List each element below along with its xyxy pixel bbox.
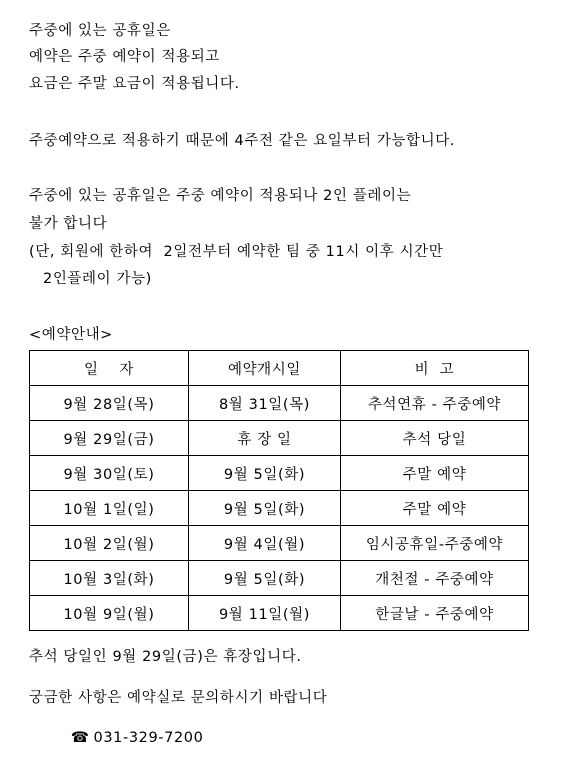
reservation-schedule-table bbox=[29, 350, 529, 631]
cell-date: 9월 28일(목) bbox=[30, 386, 189, 421]
cell-date: 9월 29일(금) bbox=[30, 421, 189, 456]
closure-note: 추석 당일인 9월 29일(금)은 휴장입니다. bbox=[29, 649, 302, 665]
intro-line-2: 예약은 주중 예약이 적용되고 bbox=[29, 49, 220, 65]
intro-line-3: 요금은 주말 요금이 적용됩니다. bbox=[29, 76, 240, 92]
intro-line-1: 주중에 있는 공휴일은 bbox=[29, 23, 171, 39]
table-row bbox=[30, 596, 529, 631]
cell-remarks: 추석 당일 bbox=[341, 421, 529, 456]
table-row bbox=[30, 491, 529, 526]
intro-line-8: 2인플레이 가능) bbox=[43, 271, 152, 287]
cell-open-date: 9월 11일(월) bbox=[189, 596, 341, 631]
cell-open-date: 8월 31일(목) bbox=[189, 386, 341, 421]
cell-date: 10월 1일(일) bbox=[30, 491, 189, 526]
header-open-date: 예약개시일 bbox=[189, 351, 341, 386]
cell-remarks: 한글날 - 주중예약 bbox=[341, 596, 529, 631]
cell-open-date: 9월 4일(월) bbox=[189, 526, 341, 561]
header-date: 일 자 bbox=[30, 351, 189, 386]
table-row bbox=[30, 386, 529, 421]
cell-open-date: 휴 장 일 bbox=[189, 421, 341, 456]
table-row bbox=[30, 456, 529, 491]
table-row bbox=[30, 561, 529, 596]
cell-remarks: 추석연휴 - 주중예약 bbox=[341, 386, 529, 421]
intro-line-7: (단, 회원에 한하여 2일전부터 예약한 팀 중 11시 이후 시간만 bbox=[29, 244, 444, 260]
cell-date: 10월 3일(화) bbox=[30, 561, 189, 596]
table-row bbox=[30, 526, 529, 561]
cell-remarks: 주말 예약 bbox=[341, 456, 529, 491]
intro-line-6: 불가 합니다 bbox=[29, 216, 108, 232]
intro-line-5: 주중에 있는 공휴일은 주중 예약이 적용되나 2인 플레이는 bbox=[29, 188, 412, 204]
cell-open-date: 9월 5일(화) bbox=[189, 561, 341, 596]
cell-date: 10월 2일(월) bbox=[30, 526, 189, 561]
cell-remarks: 개천절 - 주중예약 bbox=[341, 561, 529, 596]
table-row bbox=[30, 421, 529, 456]
cell-date: 10월 9일(월) bbox=[30, 596, 189, 631]
intro-line-4: 주중예약으로 적용하기 때문에 4주전 같은 요일부터 가능합니다. bbox=[29, 133, 456, 149]
cell-date: 9월 30일(토) bbox=[30, 456, 189, 491]
cell-remarks: 주말 예약 bbox=[341, 491, 529, 526]
cell-open-date: 9월 5일(화) bbox=[189, 456, 341, 491]
telephone-icon: ☎ bbox=[70, 730, 90, 746]
header-remarks: 비 고 bbox=[341, 351, 529, 386]
phone-number-line bbox=[50, 708, 203, 768]
section-title: <예약안내> bbox=[29, 327, 113, 343]
contact-text: 궁금한 사항은 예약실로 문의하시기 바랍니다 bbox=[29, 690, 328, 706]
cell-open-date: 9월 5일(화) bbox=[189, 491, 341, 526]
phone-number: 031-329-7200 bbox=[93, 730, 204, 746]
cell-remarks: 임시공휴일-주중예약 bbox=[341, 526, 529, 561]
table-header-row bbox=[30, 351, 529, 386]
